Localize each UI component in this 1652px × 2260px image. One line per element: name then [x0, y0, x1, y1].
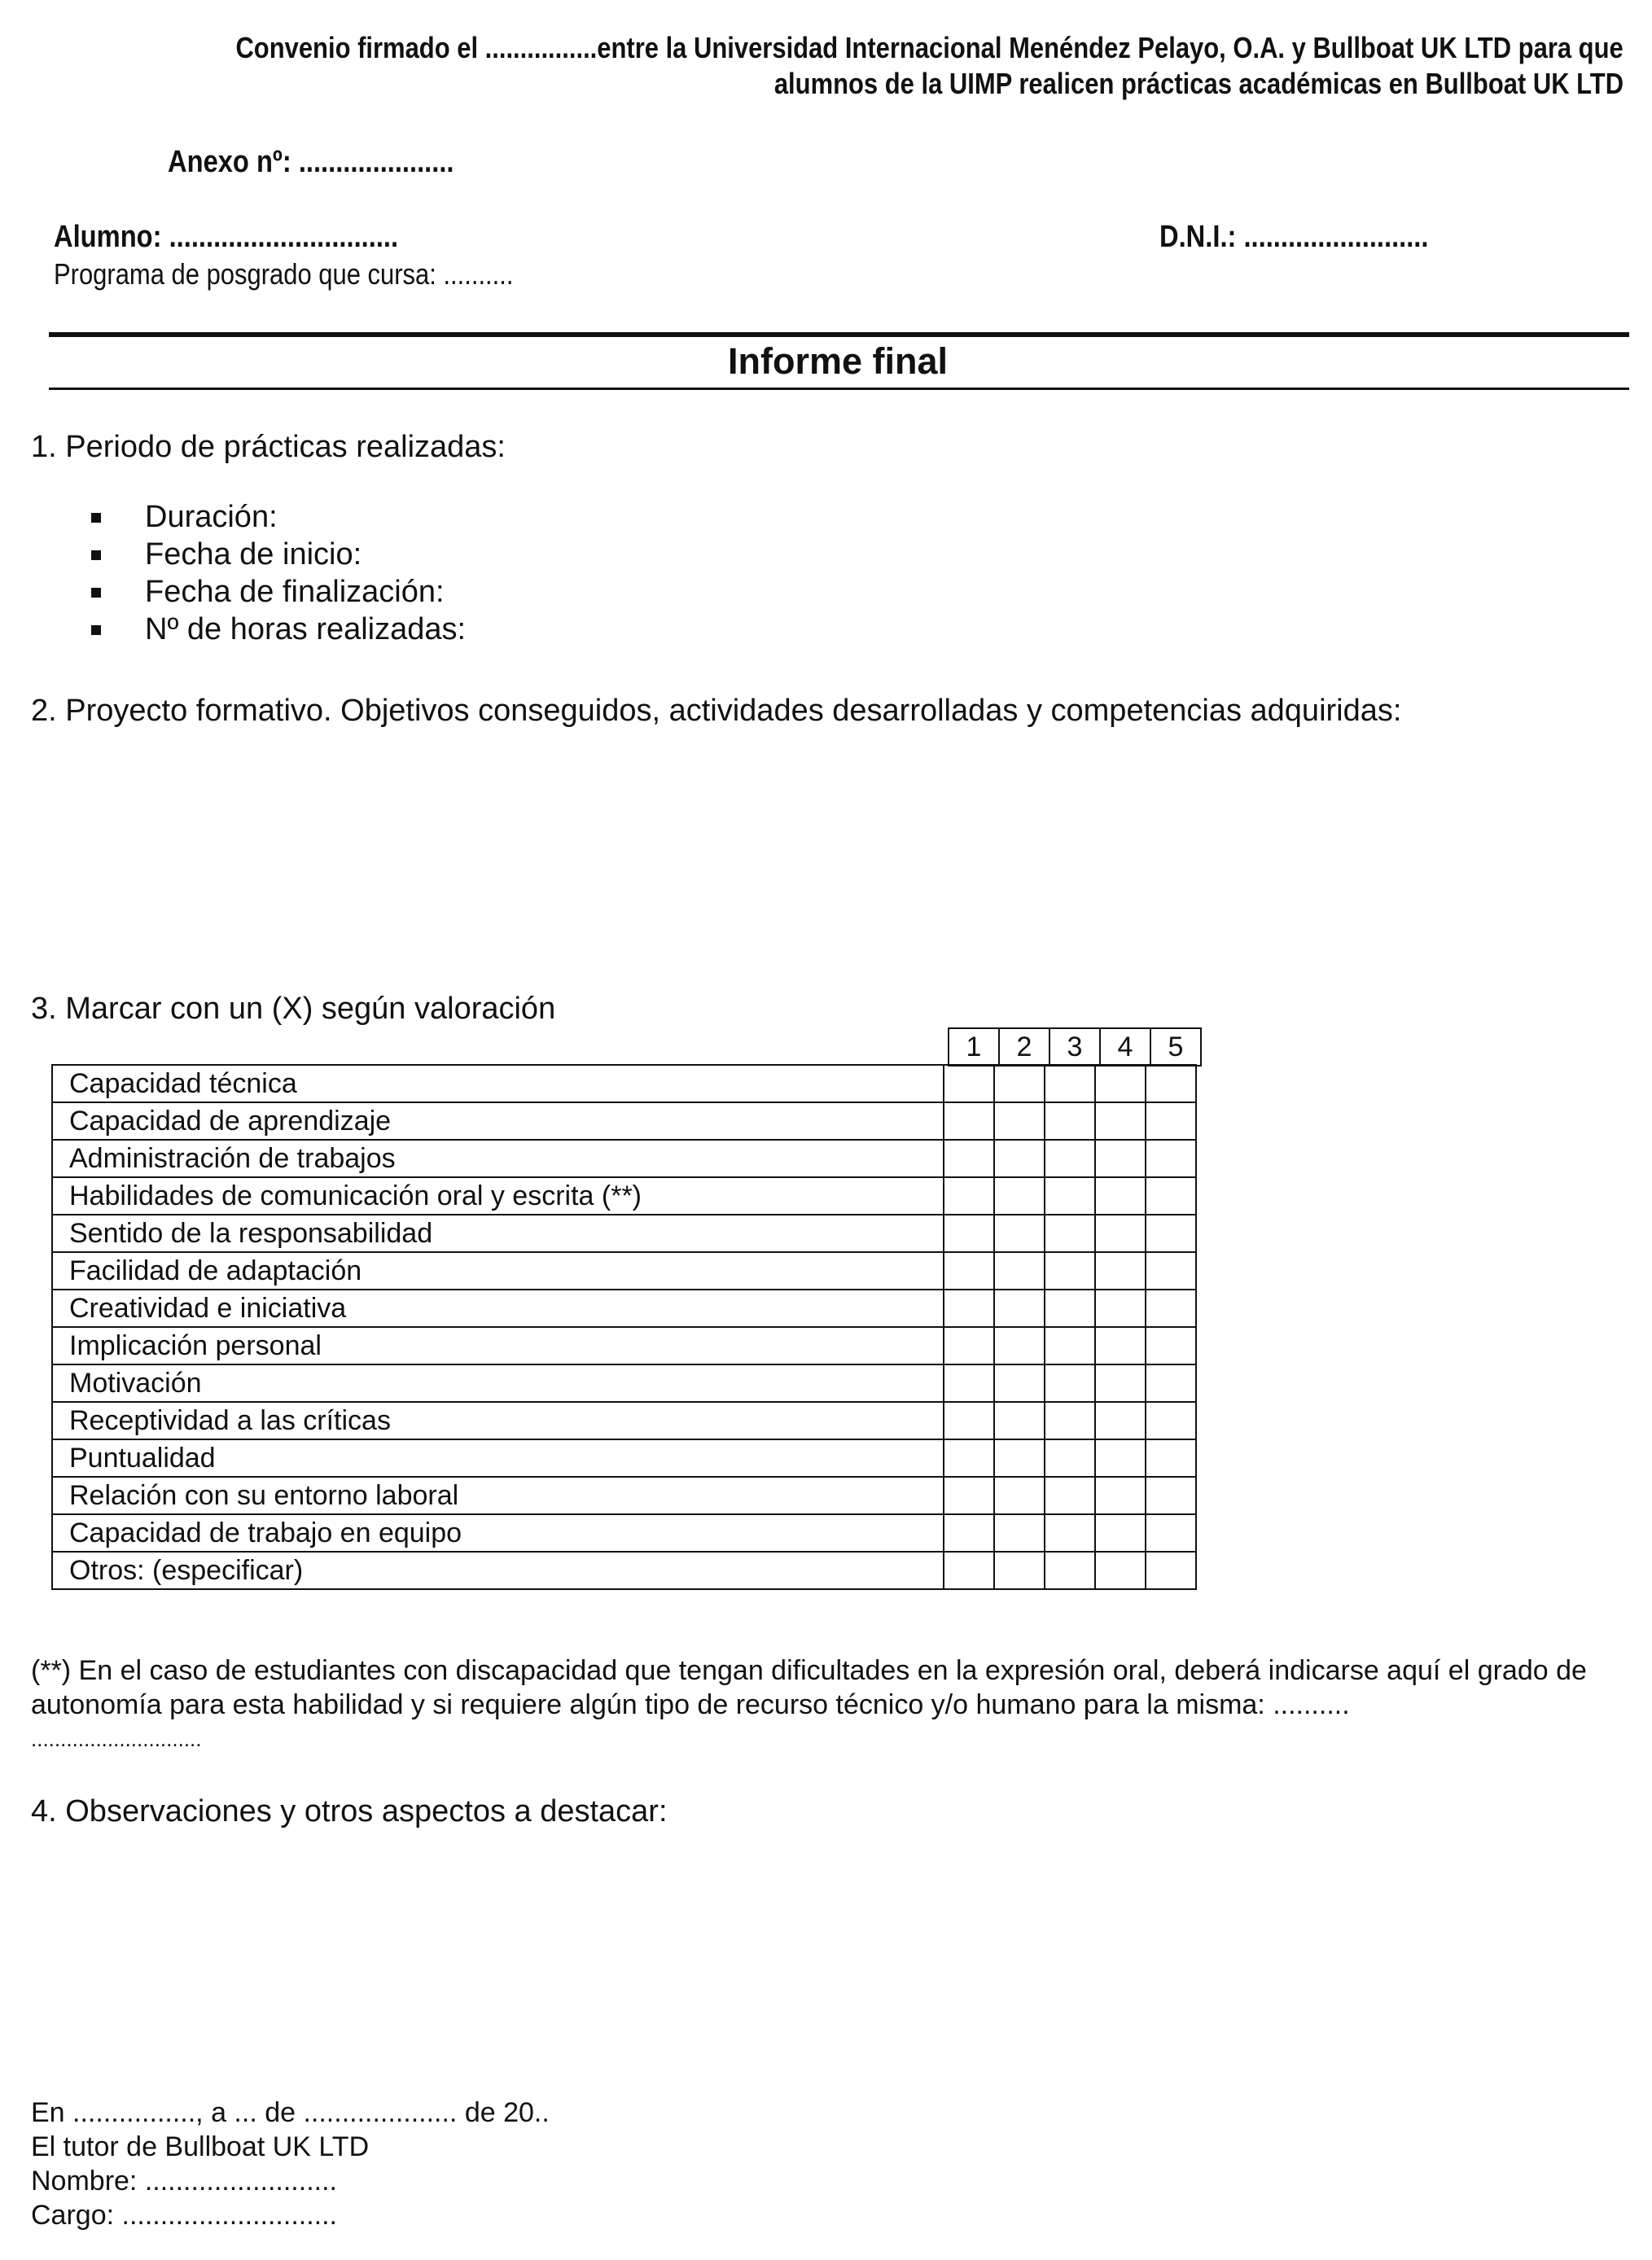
- rating-checkbox-4[interactable]: [1095, 1514, 1146, 1552]
- rating-checkbox-3[interactable]: [1045, 1477, 1095, 1514]
- rating-checkbox-2[interactable]: [994, 1477, 1045, 1514]
- rating-checkbox-1[interactable]: [944, 1177, 994, 1215]
- rating-checkbox-2[interactable]: [994, 1102, 1045, 1140]
- annex-number: Anexo nº: .....................: [168, 145, 454, 179]
- rating-checkbox-5[interactable]: [1146, 1252, 1196, 1290]
- table-row: [52, 1552, 1196, 1589]
- section-4-title: 4. Observaciones y otros aspectos a destacar:: [31, 1794, 668, 1829]
- rating-checkbox-2[interactable]: [994, 1252, 1045, 1290]
- rating-checkbox-1[interactable]: [944, 1477, 994, 1514]
- criterion-label: Motivación: [52, 1364, 944, 1402]
- rating-checkbox-4[interactable]: [1095, 1102, 1146, 1140]
- scale-3: 3: [1049, 1028, 1100, 1066]
- rating-checkbox-1[interactable]: [944, 1102, 994, 1140]
- rating-checkbox-3[interactable]: [1045, 1514, 1095, 1552]
- rating-checkbox-5[interactable]: [1146, 1065, 1196, 1102]
- rating-checkbox-2[interactable]: [994, 1439, 1045, 1477]
- rating-checkbox-1[interactable]: [944, 1327, 994, 1364]
- rating-checkbox-3[interactable]: [1045, 1102, 1095, 1140]
- table-row: [52, 1215, 1196, 1252]
- rating-checkbox-4[interactable]: [1095, 1215, 1146, 1252]
- table-row: [52, 1065, 1196, 1102]
- disability-note-line-1: (**) En el caso de estudiantes con discapacidad que tengan dificultades en la expresión oral, deberá indicarse aquí el grado de: [31, 1655, 1587, 1686]
- criterion-label: Creatividad e iniciativa: [52, 1290, 944, 1327]
- rating-checkbox-4[interactable]: [1095, 1140, 1146, 1177]
- rating-checkbox-4[interactable]: [1095, 1252, 1146, 1290]
- criterion-label: Puntualidad: [52, 1439, 944, 1477]
- table-row: [52, 1140, 1196, 1177]
- rating-checkbox-2[interactable]: [994, 1364, 1045, 1402]
- header-agreement-line-1: Convenio firmado el ................entre la Universidad Internacional Menéndez Pelayo, O.A. y Bullboat UK LTD para que: [235, 31, 1624, 64]
- list-item: Duración:: [90, 498, 466, 536]
- rating-checkbox-1[interactable]: [944, 1402, 994, 1439]
- rating-table: [51, 1064, 1197, 1590]
- rating-checkbox-3[interactable]: [1045, 1177, 1095, 1215]
- rating-checkbox-1[interactable]: [944, 1439, 994, 1477]
- criterion-label: Receptividad a las críticas: [52, 1402, 944, 1439]
- disability-note-line-2: autonomía para esta habilidad y si requiere algún tipo de recurso técnico y/o humano para la misma: ..........: [31, 1689, 1350, 1720]
- rating-checkbox-4[interactable]: [1095, 1065, 1146, 1102]
- table-row: [52, 1514, 1196, 1552]
- postgraduate-program-field: Programa de posgrado que cursa: ..........: [54, 257, 514, 291]
- rating-checkbox-1[interactable]: [944, 1215, 994, 1252]
- rating-checkbox-5[interactable]: [1146, 1402, 1196, 1439]
- section-1-title: 1. Periodo de prácticas realizadas:: [31, 430, 506, 464]
- scale-4: 4: [1100, 1028, 1150, 1066]
- table-row: [52, 1364, 1196, 1402]
- tutor-position-field: Cargo: ............................: [31, 2200, 337, 2231]
- rating-checkbox-5[interactable]: [1146, 1102, 1196, 1140]
- scale-1: 1: [949, 1028, 999, 1066]
- criterion-label: Relación con su entorno laboral: [52, 1477, 944, 1514]
- table-row: [52, 1327, 1196, 1364]
- criterion-label: Otros: (especificar): [52, 1552, 944, 1589]
- rating-checkbox-1[interactable]: [944, 1065, 994, 1102]
- criterion-label: Capacidad de trabajo en equipo: [52, 1514, 944, 1552]
- student-name-field: Alumno: ...............................: [54, 220, 399, 254]
- criterion-label: Implicación personal: [52, 1327, 944, 1364]
- practice-period-list: [90, 498, 466, 648]
- rating-checkbox-1[interactable]: [944, 1290, 994, 1327]
- rating-checkbox-3[interactable]: [1045, 1065, 1095, 1102]
- rating-checkbox-3[interactable]: [1045, 1364, 1095, 1402]
- criterion-label: Habilidades de comunicación oral y escrita (**): [52, 1177, 944, 1215]
- rating-checkbox-2[interactable]: [994, 1327, 1045, 1364]
- rating-checkbox-2[interactable]: [994, 1177, 1045, 1215]
- rating-checkbox-4[interactable]: [1095, 1439, 1146, 1477]
- rating-checkbox-1[interactable]: [944, 1514, 994, 1552]
- criterion-label: Capacidad de aprendizaje: [52, 1102, 944, 1140]
- table-row: [52, 1477, 1196, 1514]
- table-row: [52, 1402, 1196, 1439]
- header-agreement-line-2: alumnos de la UIMP realicen prácticas académicas en Bullboat UK LTD: [773, 67, 1624, 100]
- title-top-rule: [49, 332, 1629, 337]
- rating-checkbox-2[interactable]: [994, 1065, 1045, 1102]
- rating-checkbox-3[interactable]: [1045, 1252, 1095, 1290]
- rating-checkbox-2[interactable]: [994, 1402, 1045, 1439]
- criterion-label: Facilidad de adaptación: [52, 1252, 944, 1290]
- rating-checkbox-2[interactable]: [994, 1514, 1045, 1552]
- rating-checkbox-5[interactable]: [1146, 1364, 1196, 1402]
- rating-checkbox-5[interactable]: [1146, 1439, 1196, 1477]
- criterion-label: Sentido de la responsabilidad: [52, 1215, 944, 1252]
- disability-note-line-3: .............................: [31, 1727, 202, 1751]
- rating-checkbox-4[interactable]: [1095, 1290, 1146, 1327]
- rating-checkbox-3[interactable]: [1045, 1439, 1095, 1477]
- rating-checkbox-4[interactable]: [1095, 1177, 1146, 1215]
- scale-2: 2: [999, 1028, 1049, 1066]
- rating-checkbox-2[interactable]: [994, 1140, 1045, 1177]
- section-3-title: 3. Marcar con un (X) según valoración: [31, 992, 556, 1026]
- title-bottom-rule: [49, 388, 1629, 390]
- student-dni-field: D.N.I.: .........................: [1159, 220, 1429, 254]
- rating-checkbox-2[interactable]: [994, 1290, 1045, 1327]
- rating-checkbox-3[interactable]: [1045, 1327, 1095, 1364]
- rating-checkbox-4[interactable]: [1095, 1477, 1146, 1514]
- tutor-label: El tutor de Bullboat UK LTD: [31, 2131, 370, 2162]
- tutor-name-field: Nombre: .........................: [31, 2166, 337, 2196]
- rating-checkbox-5[interactable]: [1146, 1327, 1196, 1364]
- rating-checkbox-3[interactable]: [1045, 1552, 1095, 1589]
- table-row: [52, 1102, 1196, 1140]
- rating-checkbox-1[interactable]: [944, 1552, 994, 1589]
- list-item: Fecha de finalización:: [90, 573, 466, 611]
- criterion-label: Capacidad técnica: [52, 1065, 944, 1102]
- rating-checkbox-5[interactable]: [1146, 1552, 1196, 1589]
- bullet-square-icon: [91, 588, 101, 598]
- rating-checkbox-5[interactable]: [1146, 1140, 1196, 1177]
- scale-5: 5: [1150, 1028, 1201, 1066]
- rating-checkbox-1[interactable]: [944, 1252, 994, 1290]
- section-2-title: 2. Proyecto formativo. Objetivos conseguidos, actividades desarrolladas y competencias adquiridas:: [31, 694, 1402, 728]
- page-title: Informe final: [727, 340, 949, 382]
- list-item: Fecha de inicio:: [90, 536, 466, 573]
- rating-checkbox-4[interactable]: [1095, 1327, 1146, 1364]
- rating-checkbox-4[interactable]: [1095, 1552, 1146, 1589]
- rating-checkbox-2[interactable]: [994, 1215, 1045, 1252]
- rating-checkbox-5[interactable]: [1146, 1290, 1196, 1327]
- place-date-line: En ................, a ... de .................... de 20..: [31, 2097, 550, 2128]
- table-row: [52, 1177, 1196, 1215]
- bullet-square-icon: [91, 625, 101, 635]
- table-row: [52, 1439, 1196, 1477]
- table-row: [52, 1290, 1196, 1327]
- rating-checkbox-4[interactable]: [1095, 1402, 1146, 1439]
- bullet-square-icon: [91, 550, 101, 560]
- rating-checkbox-1[interactable]: [944, 1140, 994, 1177]
- rating-checkbox-2[interactable]: [994, 1552, 1045, 1589]
- rating-checkbox-3[interactable]: [1045, 1290, 1095, 1327]
- rating-checkbox-4[interactable]: [1095, 1364, 1146, 1402]
- list-item: Nº de horas realizadas:: [90, 611, 466, 648]
- bullet-square-icon: [91, 513, 101, 523]
- table-row: [52, 1252, 1196, 1290]
- rating-checkbox-3[interactable]: [1045, 1215, 1095, 1252]
- rating-checkbox-5[interactable]: [1146, 1514, 1196, 1552]
- rating-checkbox-3[interactable]: [1045, 1140, 1095, 1177]
- rating-checkbox-5[interactable]: [1146, 1215, 1196, 1252]
- rating-checkbox-5[interactable]: [1146, 1477, 1196, 1514]
- rating-checkbox-1[interactable]: [944, 1364, 994, 1402]
- criterion-label: Administración de trabajos: [52, 1140, 944, 1177]
- rating-scale-header: [948, 1027, 1202, 1066]
- rating-checkbox-5[interactable]: [1146, 1177, 1196, 1215]
- rating-checkbox-3[interactable]: [1045, 1402, 1095, 1439]
